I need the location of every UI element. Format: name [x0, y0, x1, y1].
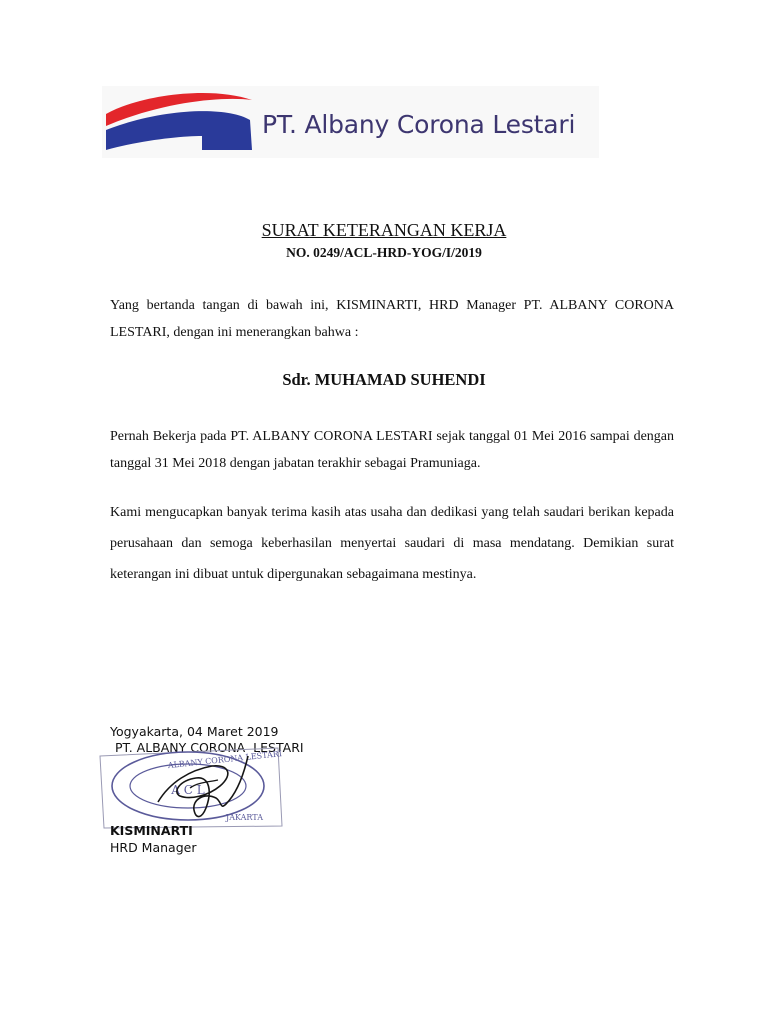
intro-paragraph: Yang bertanda tangan di bawah ini, KISMINARTI, HRD Manager PT. ALBANY CORONA LESTARI, dengan ini menerangkan bahwa :	[110, 298, 674, 340]
document-number: NO. 0249/ACL-HRD-YOG/I/2019	[286, 245, 482, 260]
signature-company: PT. ALBANY CORONA LESTARI	[115, 740, 304, 755]
closing-paragraph: Kami mengucapkan banyak terima kasih atas usaha dan dedikasi yang telah saudari berikan kepada perusahaan dan semoga keberhasilan menyertai saudari di masa mendatang. Demikian surat keterangan ini dibuat untuk dipergunakan sebagaimana mestinya.	[110, 505, 674, 582]
svg-text:ALBANY CORONA LESTARI: ALBANY CORONA LESTARI	[167, 749, 283, 771]
document-title: SURAT KETERANGAN KERJA	[261, 220, 507, 240]
recipient-name: Sdr. MUHAMAD SUHENDI	[282, 370, 486, 389]
svg-text:JAKARTA: JAKARTA	[226, 813, 263, 822]
place-date: Yogyakarta, 04 Maret 2019	[110, 724, 279, 739]
letterhead	[102, 86, 599, 158]
employment-paragraph: Pernah Bekerja pada PT. ALBANY CORONA LESTARI sejak tanggal 01 Mei 2016 sampai dengan tanggal 31 Mei 2018 dengan jabatan terakhir sebagai Pramuniaga.	[110, 429, 674, 471]
signer-name: KISMINARTI	[110, 823, 193, 838]
signer-title: HRD Manager	[110, 840, 197, 855]
svg-text:A C L: A C L	[171, 783, 205, 797]
signature-icon	[150, 752, 260, 824]
company-name: PT. Albany Corona Lestari	[262, 110, 576, 139]
